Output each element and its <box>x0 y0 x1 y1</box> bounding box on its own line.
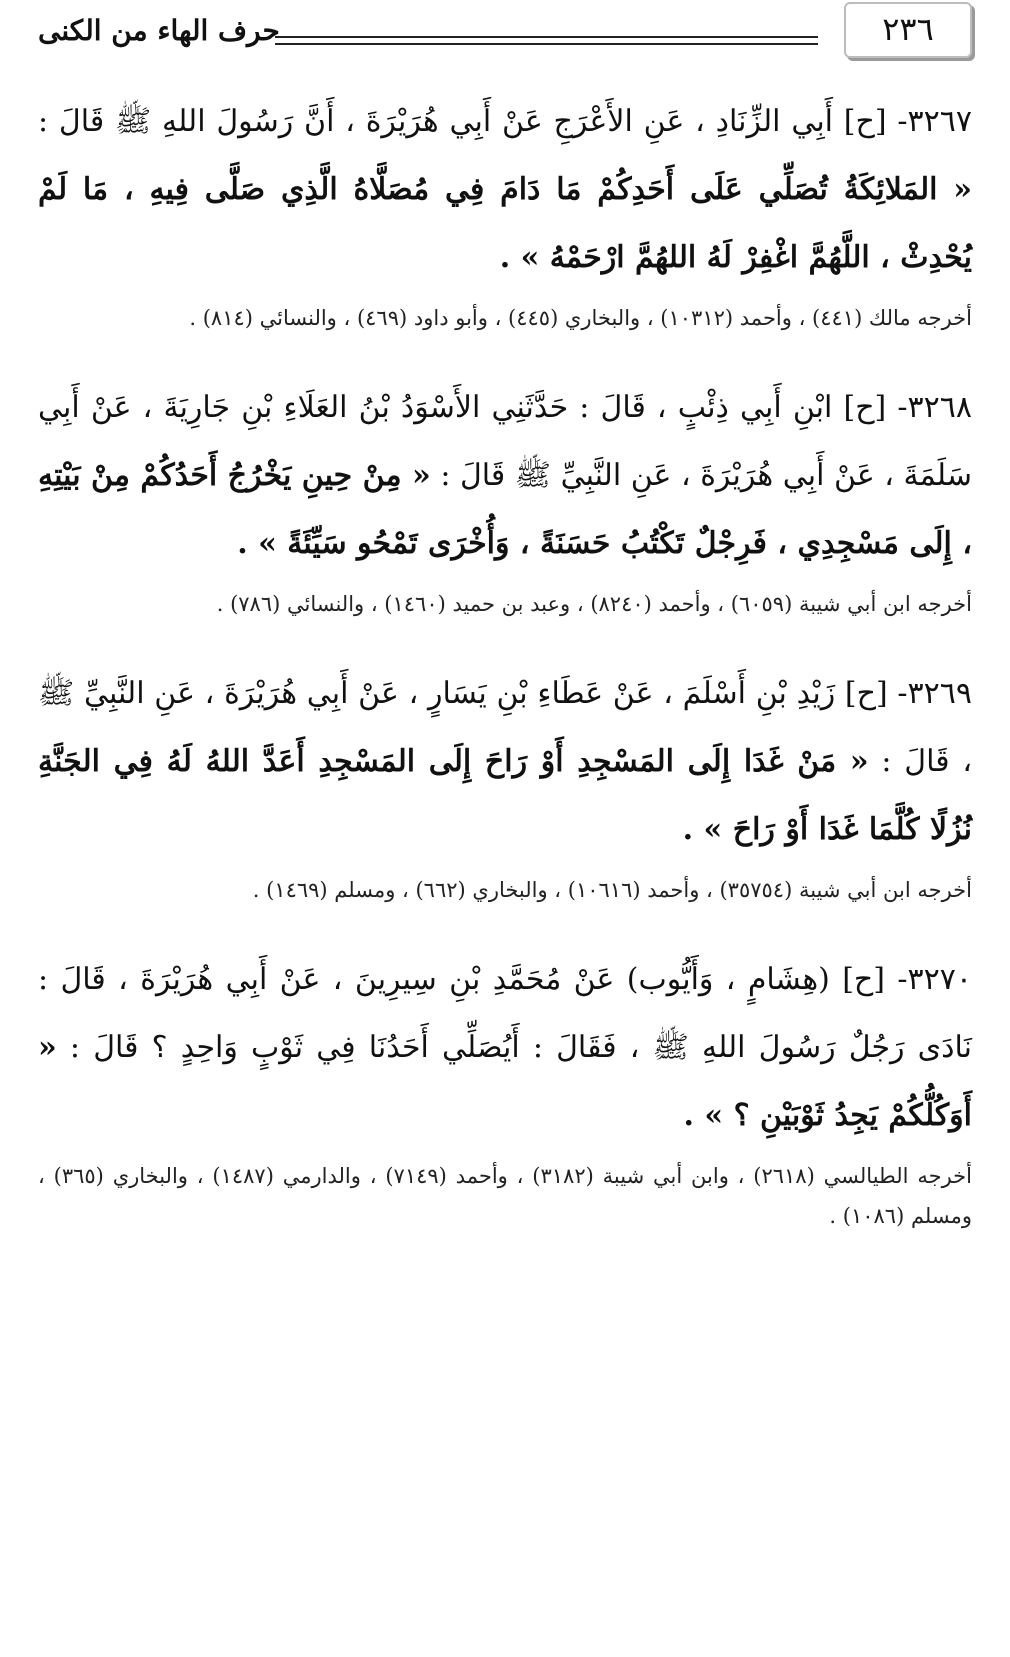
hadith-entry <box>38 660 972 910</box>
hadith-entry <box>38 374 972 624</box>
header-rule <box>275 36 818 45</box>
hadith-matn: « المَلائِكَةُ تُصَلِّي عَلَى أَحَدِكُمْ مَا دَامَ فِي مُصَلَّاهُ الَّذِي صَلَّى فِيهِ ، مَا لَمْ يُحْدِثْ ، اللَّهُمَّ اغْفِرْ لَهُ اللهُمَّ ارْحَمْهُ » . <box>38 172 972 275</box>
hadith-number: ٣٢٧٠- <box>897 962 972 997</box>
hadith-matn: « مِنْ حِينِ يَخْرُجُ أَحَدُكُمْ مِنْ بَيْتِهِ ، إِلَى مَسْجِدِي ، فَرِجْلٌ تَكْتُبُ حَسَنَةً ، وَأُخْرَى تَمْحُو سَيِّئَةً » . <box>38 458 972 561</box>
chapter-title: حرف الهاء من الكنى <box>38 14 280 47</box>
hadith-text <box>38 88 972 292</box>
hadith-takhrij: أخرجه مالك (٤٤١) ، وأحمد (١٠٣١٢) ، والبخاري (٤٤٥) ، وأبو داود (٤٦٩) ، والنسائي (٨١٤) . <box>189 306 972 330</box>
page-body <box>38 88 972 1236</box>
spacer <box>38 624 972 660</box>
hadith-isnad: [ح] (هِشَامٍ ، وَأَيُّوب) عَنْ مُحَمَّدِ بْنِ سِيرِينَ ، عَنْ أَبِي هُرَيْرَةَ ، قَالَ : نَادَى رَجُلٌ رَسُولَ اللهِ ﷺ ، فَقَالَ : أَيُصَلِّي أَحَدُنَا فِي ثَوْبٍ وَاحِدٍ ؟ قَالَ : <box>38 962 972 1065</box>
spacer <box>38 910 972 946</box>
hadith-takhrij: أخرجه الطيالسي (٢٦١٨) ، وابن أبي شيبة (٣١٨٢) ، وأحمد (٧١٤٩) ، والدارمي (١٤٨٧) ، والبخاري (٣٦٥) ، ومسلم (١٠٨٦) . <box>38 1164 972 1228</box>
spacer <box>38 338 972 374</box>
hadith-matn: « أَوَكُلُّكُمْ يَجِدُ ثَوْبَيْنِ ؟ » . <box>38 1030 972 1133</box>
page-header <box>0 0 1010 70</box>
hadith-text <box>38 946 972 1150</box>
hadith-isnad: [ح] أَبِي الزِّنَادِ ، عَنِ الأَعْرَجِ عَنْ أَبِي هُرَيْرَةَ ، أَنَّ رَسُولَ اللهِ ﷺ قَالَ : <box>38 104 887 139</box>
hadith-takhrij: أخرجه ابن أبي شيبة (٣٥٧٥٤) ، وأحمد (١٠٦١٦) ، والبخاري (٦٦٢) ، ومسلم (١٤٦٩) . <box>252 878 972 902</box>
hadith-number: ٣٢٦٩- <box>897 676 972 711</box>
page-number: ٢٣٦ <box>844 2 972 58</box>
hadith-isnad: [ح] زَيْدِ بْنِ أَسْلَمَ ، عَنْ عَطَاءِ بْنِ يَسَارٍ ، عَنْ أَبِي هُرَيْرَةَ ، عَنِ النَّبِيِّ ﷺ ، قَالَ : <box>38 676 972 779</box>
hadith-matn: « مَنْ غَدَا إِلَى المَسْجِدِ أَوْ رَاحَ إِلَى المَسْجِدِ أَعَدَّ اللهُ لَهُ فِي الجَنَّةِ نُزُلًا كُلَّمَا غَدَا أَوْ رَاحَ » . <box>38 744 972 847</box>
hadith-entry <box>38 946 972 1236</box>
hadith-takhrij: أخرجه ابن أبي شيبة (٦٠٥٩) ، وأحمد (٨٢٤٠) ، وعبد بن حميد (١٤٦٠) ، والنسائي (٧٨٦) . <box>216 592 972 616</box>
hadith-isnad: [ح] ابْنِ أَبِي ذِئْبٍ ، قَالَ : حَدَّثَنِي الأَسْوَدُ بْنُ العَلَاءِ بْنِ جَارِيَةَ ، عَنْ أَبِي سَلَمَةَ ، عَنْ أَبِي هُرَيْرَةَ ، عَنِ النَّبِيِّ ﷺ قَالَ : <box>38 390 972 493</box>
hadith-text <box>38 374 972 578</box>
hadith-text <box>38 660 972 864</box>
hadith-number: ٣٢٦٧- <box>897 104 972 139</box>
hadith-number: ٣٢٦٨- <box>897 390 972 425</box>
hadith-entry <box>38 88 972 338</box>
